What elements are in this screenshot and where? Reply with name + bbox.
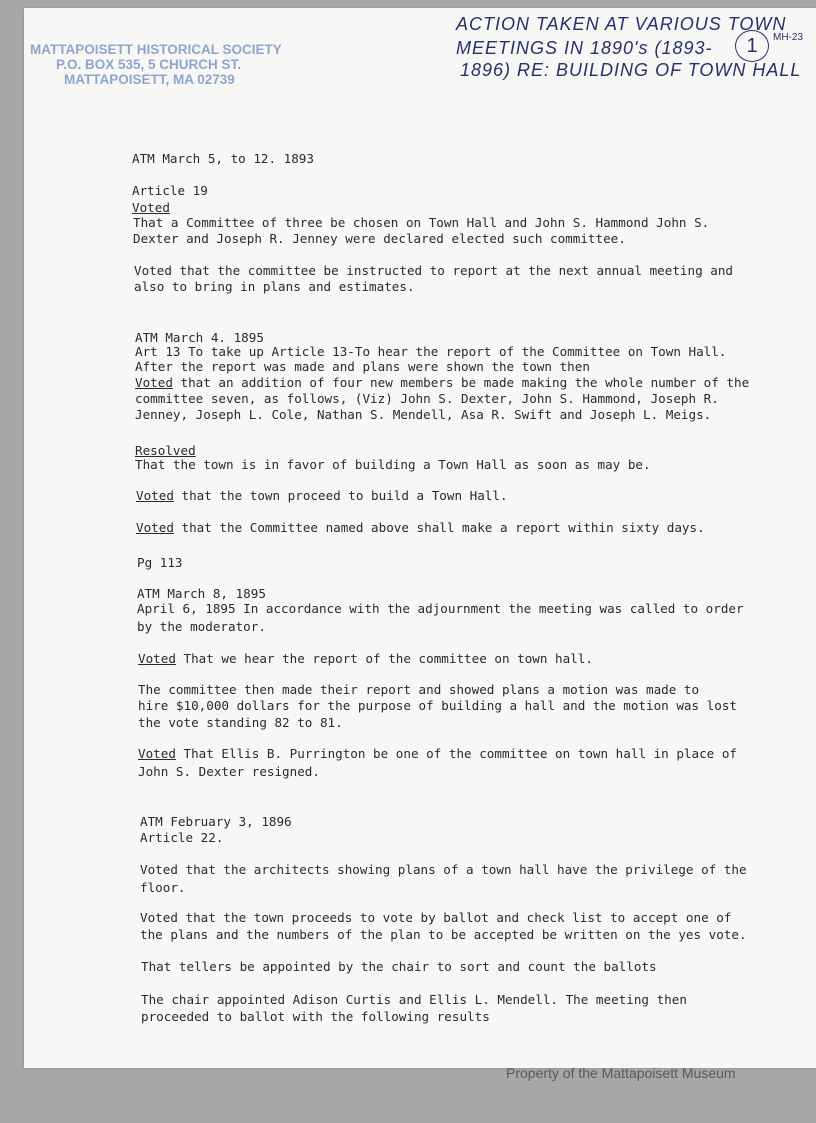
meeting-heading-1896: ATM February 3, 1896 — [140, 814, 292, 829]
society-stamp — [30, 42, 290, 87]
text-line: the plans and the numbers of the plan to be accepted be written on the yes vote. — [140, 927, 747, 942]
text-line: The committee then made their report and showed plans a motion was made to — [138, 682, 700, 697]
stamp-line-2: P.O. BOX 535, 5 CHURCH ST. — [56, 57, 242, 72]
text-line: April 6, 1895 In accordance with the adjournment the meeting was called to order — [137, 601, 744, 616]
text-line: Voted that the committee be instructed to report at the next annual meeting and — [134, 263, 733, 278]
resolved-label: Resolved — [135, 443, 196, 458]
voted-label: Voted — [138, 651, 176, 666]
text-line: proceeded to ballot with the following results — [141, 1009, 490, 1024]
voted-label: Voted — [132, 200, 170, 215]
text-span: that the Committee named above shall make a report within sixty days. — [173, 520, 705, 535]
stamp-line-3: MATTAPOISETT, MA 02739 — [64, 72, 235, 87]
text-line: Dexter and Joseph R. Jenney were declared elected such committee. — [133, 231, 626, 246]
text-line: the vote standing 82 to 81. — [138, 715, 343, 730]
text-line: hire $10,000 dollars for the purpose of building a hall and the motion was lost — [138, 698, 737, 713]
text-span: that the town proceed to build a Town Hall. — [173, 488, 508, 503]
text-line: committee seven, as follows, (Viz) John S. Dexter, John S. Hammond, Joseph R. — [135, 391, 719, 406]
text-line: Art 13 To take up Article 13-To hear the report of the Committee on Town Hall. — [135, 344, 727, 359]
text-span: That Ellis B. Purrington be one of the committee on town hall in place of — [175, 746, 737, 761]
text-line — [136, 520, 705, 536]
text-line: After the report was made and plans were shown the town then — [135, 359, 590, 374]
text-line: That the town is in favor of building a Town Hall as soon as may be. — [135, 457, 651, 472]
text-span: That we hear the report of the committee on town hall. — [175, 651, 593, 666]
meeting-heading-march-8-1895: ATM March 8, 1895 — [137, 586, 266, 601]
meeting-heading-1893: ATM March 5, to 12. 1893 — [132, 151, 314, 166]
text-line — [138, 746, 737, 762]
stamp-line-1: MATTAPOISETT HISTORICAL SOCIETY — [30, 42, 282, 57]
text-line: Voted that the architects showing plans of a town hall have the privilege of the — [140, 862, 747, 877]
text-line: floor. — [140, 880, 186, 895]
meeting-heading-march-1895: ATM March 4. 1895 — [135, 330, 264, 345]
handwritten-note-line-3: 1896) RE: BUILDING OF TOWN HALL — [460, 60, 802, 80]
article-heading: Article 19 — [132, 183, 208, 198]
text-line — [135, 375, 749, 391]
text-line: also to bring in plans and estimates. — [134, 279, 415, 294]
museum-watermark: Property of the Mattapoisett Museum — [506, 1065, 736, 1081]
handwritten-note-line-2: MEETINGS IN 1890's (1893- — [456, 38, 713, 58]
handwritten-note-line-1: ACTION TAKEN AT VARIOUS TOWN — [456, 14, 787, 34]
text-line: by the moderator. — [137, 619, 266, 634]
text-line: The chair appointed Adison Curtis and Ellis L. Mendell. The meeting then — [141, 992, 687, 1007]
page-reference: Pg 113 — [137, 555, 183, 570]
voted-label: Voted — [138, 746, 176, 761]
text-line — [138, 651, 593, 667]
text-line: Jenney, Joseph L. Cole, Nathan S. Mendell, Asa R. Swift and Joseph L. Meigs. — [135, 407, 712, 422]
voted-label: Voted — [136, 488, 174, 503]
voted-label: Voted — [135, 375, 173, 390]
document-page — [24, 8, 816, 1068]
voted-label: Voted — [136, 520, 174, 535]
article-heading: Article 22. — [140, 830, 224, 845]
text-line: That tellers be appointed by the chair to sort and count the ballots — [141, 959, 657, 974]
text-line: John S. Dexter resigned. — [138, 764, 320, 779]
page-number-circle: 1 — [735, 30, 769, 62]
text-line: Voted that the town proceeds to vote by ballot and check list to accept one of — [140, 910, 732, 925]
text-span: that an addition of four new members be made making the whole number of the — [172, 375, 750, 390]
reference-code: MH-23 — [773, 32, 804, 43]
text-line: That a Committee of three be chosen on Town Hall and John S. Hammond John S. — [133, 215, 710, 230]
text-line — [136, 488, 508, 504]
